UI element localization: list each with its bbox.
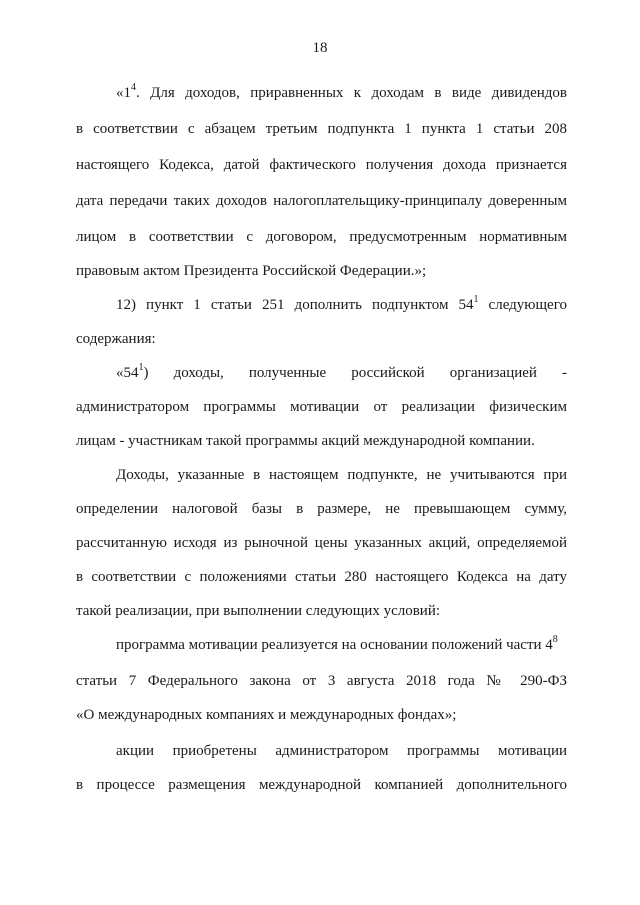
document-line: «$54^1$) доходы, полученные российской организацией - [116, 362, 567, 381]
document-line: Доходы, указанные в настоящем подпункте, не учитываются при [116, 467, 567, 483]
document-line: «О международных компаниях и международных фондах»; [76, 707, 457, 723]
page-number: 18 [312, 40, 328, 56]
document-line: настоящего Кодекса, датой фактического получения дохода признается [76, 157, 567, 173]
document-line: статьи 7 Федерального закона от 3 августа 2018 года № 290-ФЗ [76, 673, 567, 689]
document-line: лицам - участникам такой программы акций международной компании. [76, 433, 535, 449]
document-line: в соответствии с абзацем третьим подпункта 1 пункта 1 статьи 208 [76, 121, 567, 137]
document-line: администратором программы мотивации от реализации физическим [76, 399, 567, 415]
document-line: рассчитанную исходя из рыночной цены указанных акций, определяемой [76, 535, 567, 551]
document-line: в процессе размещения международной компанией дополнительного [76, 777, 567, 793]
document-line: лицом в соответствии с договором, предусмотренным нормативным [76, 229, 567, 245]
document-line: правовым актом Президента Российской Федерации.»; [76, 263, 427, 279]
document-line: дата передачи таких доходов налогоплательщику-принципалу доверенным [76, 193, 567, 209]
document-line: определении налоговой базы в размере, не превышающем сумму, [76, 501, 567, 517]
document-line: в соответствии с положениями статьи 280 настоящего Кодекса на дату [76, 569, 567, 585]
document-line: содержания: [76, 331, 156, 347]
document-line: программа мотивации реализуется на основании положений части $4^8$ [116, 634, 558, 653]
document-line: акции приобретены администратором программы мотивации [116, 743, 567, 759]
document-line: такой реализации, при выполнении следующих условий: [76, 603, 441, 619]
document-line: «$1^4$. Для доходов, приравненных к доходам в виде дивидендов [116, 82, 567, 101]
document-line: 12) пункт 1 статьи 251 дополнить подпунктом $54^1$ следующего [116, 294, 567, 313]
